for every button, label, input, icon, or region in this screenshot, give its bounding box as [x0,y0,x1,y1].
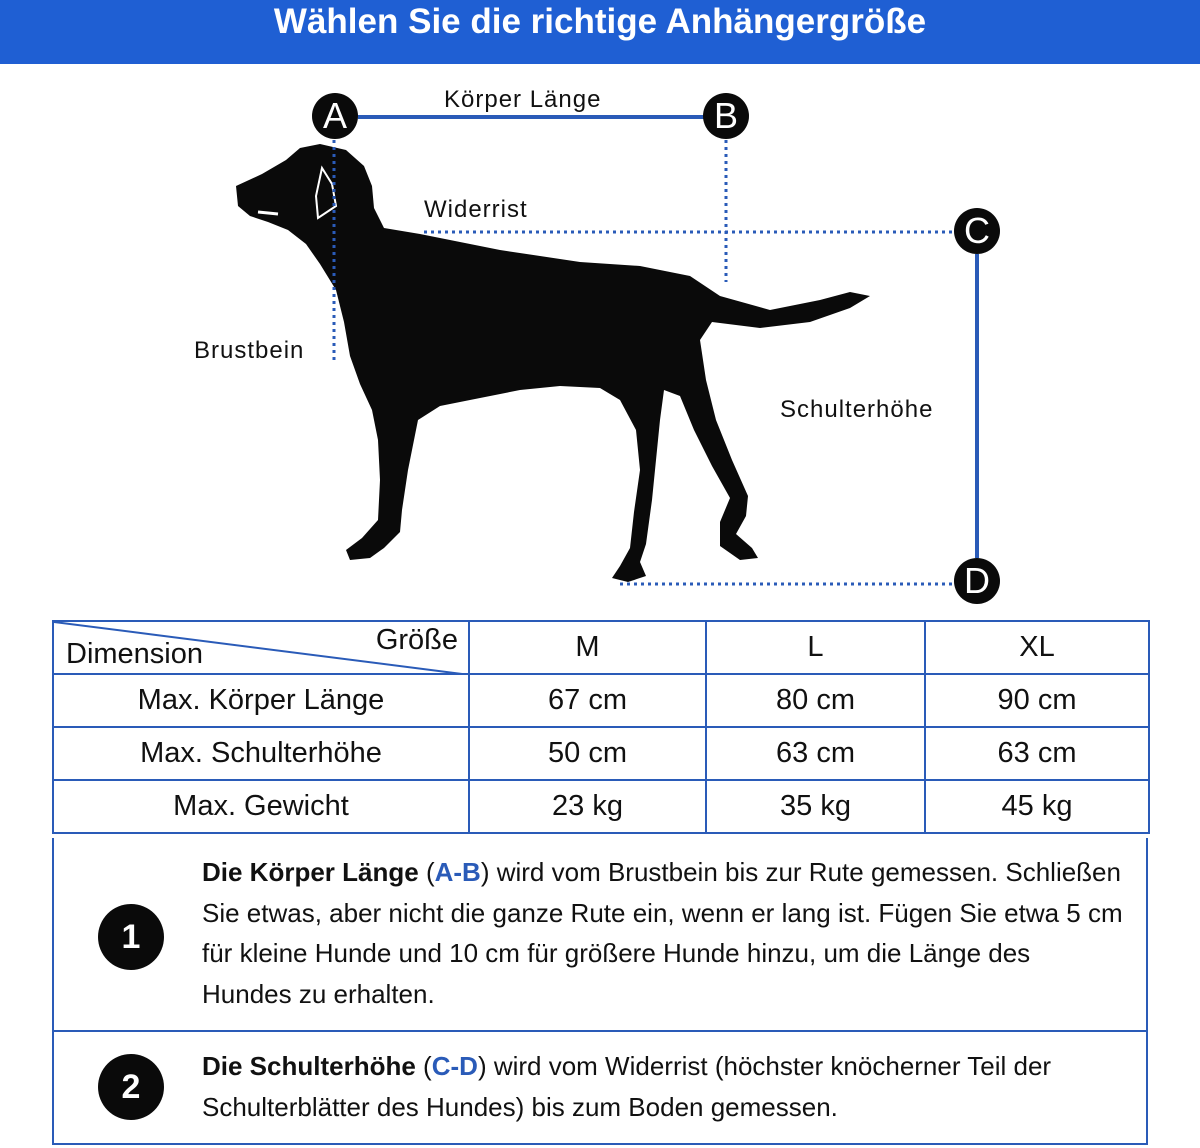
table-cell: 23 kg [469,780,706,833]
note-heading: Die Schulterhöhe [202,1051,416,1081]
note-body-length [54,838,1146,1032]
note-code: C-D [431,1051,478,1081]
row-label: Max. Gewicht [53,780,469,833]
table-cell: 50 cm [469,727,706,780]
label-body-length: Körper Länge [444,86,602,113]
page-title: Wählen Sie die richtige Anhängergröße [0,0,1200,64]
size-header-m: M [469,621,706,674]
note-number-badge: 1 [98,904,164,970]
table-cell: 45 kg [925,780,1149,833]
table-cell: 67 cm [469,674,706,727]
label-breastbone: Brustbein [194,337,305,364]
table-row [53,727,1149,780]
row-label: Max. Körper Länge [53,674,469,727]
marker-a: A [312,93,358,139]
table-cell: 35 kg [706,780,925,833]
table-cell: 80 cm [706,674,925,727]
note-body: ) wird vom Brustbein bis zur Rute gemessen. Schließen Sie etwas, aber nicht die ganze Rute ein, wenn er lang ist. Fügen Sie etwa 5 cm für kleine Hunde und 10 cm für größere Hunde hinzu, um die Länge des Hundes zu erhalten. [202,857,1123,1009]
note-paren-open: ( [415,1051,432,1081]
label-shoulder-height: Schulterhöhe [780,396,934,423]
note-paren-open: ( [418,857,435,887]
note-code: A-B [434,857,481,887]
note-number-badge: 2 [98,1054,164,1120]
table-cell: 63 cm [706,727,925,780]
marker-c: C [954,208,1000,254]
corner-size-label: Größe [375,624,458,656]
corner-dimension-label: Dimension [66,638,203,670]
size-header-row [53,621,1149,674]
size-table [52,620,1150,834]
size-header-l: L [706,621,925,674]
mouth-line [258,212,278,214]
note-body: ) wird vom Widerrist (höchster knöcherner Teil der Schulterblätter des Hundes) bis zum Boden gemessen. [202,1051,1052,1122]
marker-b: B [703,93,749,139]
table-row [53,780,1149,833]
size-header-xl: XL [925,621,1149,674]
table-row [53,674,1149,727]
row-label: Max. Schulterhöhe [53,727,469,780]
note-text [202,1046,1126,1127]
note-heading: Die Körper Länge [202,857,419,887]
dog-measurement-diagram [0,64,1200,624]
table-corner-cell [53,621,469,674]
dog-illustration [0,64,1200,624]
marker-d: D [954,558,1000,604]
label-withers: Widerrist [424,196,528,223]
table-cell: 90 cm [925,674,1149,727]
measurement-notes [52,838,1148,1145]
note-text [202,852,1126,1014]
table-cell: 63 cm [925,727,1149,780]
note-shoulder-height [54,1032,1146,1143]
